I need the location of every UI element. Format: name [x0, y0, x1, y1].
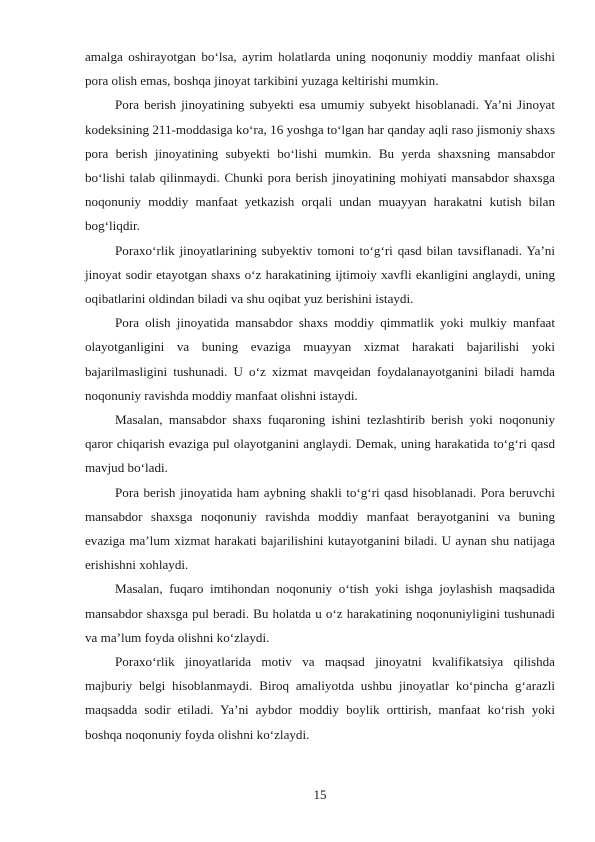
body-text — [85, 45, 555, 747]
paragraph-continuation: amalga oshirayotgan bo‘lsa, ayrim holatlarda uning noqonuniy moddiy manfaat olishi pora olish emas, boshqa jinoyat tarkibini yuzaga keltirishi mumkin. — [85, 49, 555, 89]
paragraph: Pora berish jinoyatining subyekti esa umumiy subyekt hisoblanadi. Ya’ni Jinoyat kodeksining 211-moddasiga ko‘ra, 16 yoshga to‘lgan har qanday aqli raso jismoniy shaxs pora berish jinoyatining subyekti bo‘lishi mumkin. Bu yerda shaxsning mansabdor bo‘lishi talab qilinmaydi. Chunki pora berish jinoyatining mohiyati mansabdor shaxsga noqonuniy moddiy manfaat yetkazish orqali undan muayyan harakatni kutish bilan bog‘liqdir. — [85, 97, 555, 234]
paragraph: Pora berish jinoyatida ham aybning shakli to‘g‘ri qasd hisoblanadi. Pora beruvchi mansabdor shaxsga noqonuniy ravishda moddiy manfaat berayotganini va buning evaziga ma’lum xizmat harakati bajarilishini kutayotganini biladi. U aynan shu natijaga erishishni xohlaydi. — [85, 484, 555, 573]
paragraph: Masalan, mansabdor shaxs fuqaroning ishini tezlashtirib berish yoki noqonuniy qaror chiqarish evaziga pul olayotganini anglaydi. Demak, uning harakatida to‘g‘ri qasd mavjud bo‘ladi. — [85, 412, 555, 476]
paragraph: Masalan, fuqaro imtihondan noqonuniy o‘tish yoki ishga joylashish maqsadida mansabdor shaxsga pul beradi. Bu holatda u o‘z harakatining noqonuniyligini tushunadi va ma’lum foyda olishni ko‘zlaydi. — [85, 581, 555, 645]
paragraph: Pora olish jinoyatida mansabdor shaxs moddiy qimmatlik yoki mulkiy manfaat olayotganligini va buning evaziga muayyan xizmat harakati bajarilishi yoki bajarilmasligini tushunadi. U o‘z xizmat mavqeidan foydalanayotganini biladi hamda noqonuniy ravishda moddiy manfaat olishni istaydi. — [85, 315, 555, 403]
page-number: 15 — [313, 787, 327, 802]
paragraph: Poraxo‘rlik jinoyatlarining subyektiv tomoni to‘g‘ri qasd bilan tavsiflanadi. Ya’ni jinoyat sodir etayotgan shaxs o‘z harakatining ijtimoiy xavfli ekanligini anglaydi, uning oqibatlarini oldindan biladi va shu oqibat yuz berishini istaydi. — [85, 242, 555, 307]
paragraph: Poraxo‘rlik jinoyatlarida motiv va maqsad jinoyatni kvalifikatsiya qilishda majburiy belgi hisoblanmaydi. Biroq amaliyotda ushbu jinoyatlar ko‘pincha g‘arazli maqsadda sodir etiladi. Ya’ni aybdor moddiy boylik orttirish, manfaat ko‘rish yoki boshqa noqonuniy foyda olishni ko‘zlaydi. — [85, 654, 555, 742]
